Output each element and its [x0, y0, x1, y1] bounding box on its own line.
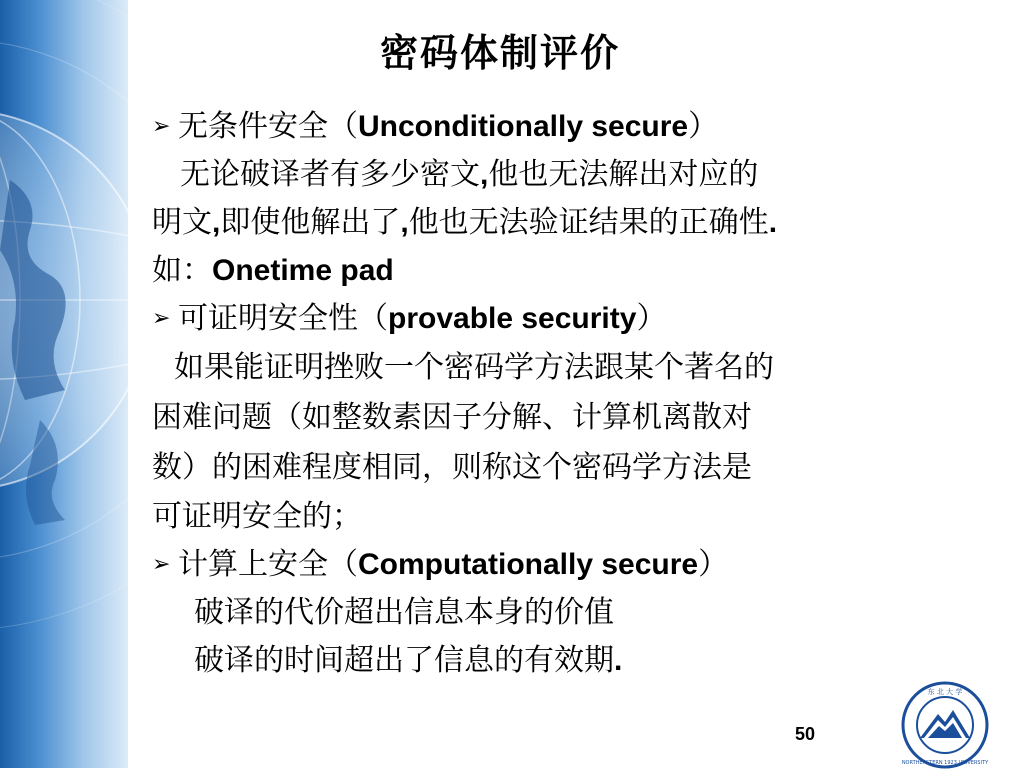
- text-run: 困难问题（如整数素因子分解、计算机离散对: [152, 400, 752, 435]
- text-run: Onetime pad: [212, 254, 394, 287]
- heading-close: ）: [688, 109, 719, 144]
- bullet-arrow-icon: ➢: [152, 306, 171, 331]
- text-run: ,: [212, 206, 221, 239]
- heading-close: ）: [698, 547, 729, 582]
- text-run: 如果能证明挫败一个密码学方法跟某个著名的: [174, 350, 774, 385]
- seal-text-bottom: NORTHEASTERN 1923 UNIVERSITY: [901, 760, 989, 766]
- bullet-arrow-icon: ➢: [152, 114, 171, 139]
- text-run: 明文: [152, 205, 212, 240]
- university-logo: [898, 680, 992, 774]
- text-run: 无论破译者有多少密文: [180, 157, 480, 192]
- text-run: 如：: [152, 253, 212, 288]
- seal-icon: [898, 680, 992, 770]
- decorative-globe-band: [0, 0, 128, 768]
- body-line: [152, 247, 992, 295]
- body-line: [152, 493, 992, 541]
- text-run: 他也无法解出对应的: [488, 157, 759, 192]
- page-number: 50: [795, 724, 816, 744]
- section-heading: [152, 103, 992, 151]
- heading-en: Unconditionally secure: [358, 110, 689, 143]
- text-run: ,: [400, 206, 409, 239]
- body-line: [152, 393, 992, 443]
- heading-cn: 计算上安全（: [178, 547, 358, 582]
- heading-cn: 可证明安全性（: [178, 301, 388, 336]
- text-run: 他也无法验证结果的正确性: [408, 205, 769, 240]
- section-heading: [152, 541, 992, 589]
- body-line: [152, 637, 992, 685]
- section-heading: [152, 295, 992, 343]
- text-run: 数）的困难程度相同，则称这个密码学方法是: [152, 450, 752, 485]
- heading-close: ）: [636, 301, 667, 336]
- text-run: .: [614, 644, 623, 677]
- body-line: [152, 443, 992, 493]
- slide-title: 密码体制评价: [379, 31, 620, 75]
- body-line: [152, 589, 992, 637]
- heading-cn: 无条件安全（: [178, 109, 358, 144]
- text-run: 破译的时间超出了信息的有效期: [194, 643, 614, 678]
- heading-en: provable security: [388, 302, 637, 335]
- text-run: 即使他解出了: [220, 205, 401, 240]
- text-run: 可证明安全的；: [152, 499, 362, 534]
- body-line: [152, 199, 992, 247]
- body-line: [152, 151, 992, 199]
- text-run: 破译的代价超出信息本身的价值: [194, 595, 614, 630]
- text-run: ,: [480, 158, 489, 191]
- heading-en: Computationally secure: [358, 548, 699, 581]
- body-line: [152, 343, 992, 393]
- globe-graphic: [0, 0, 128, 768]
- slide-body: [152, 103, 992, 685]
- seal-text-top: 东 北 大 学: [927, 688, 963, 696]
- bullet-arrow-icon: ➢: [152, 552, 171, 577]
- text-run: .: [768, 206, 778, 239]
